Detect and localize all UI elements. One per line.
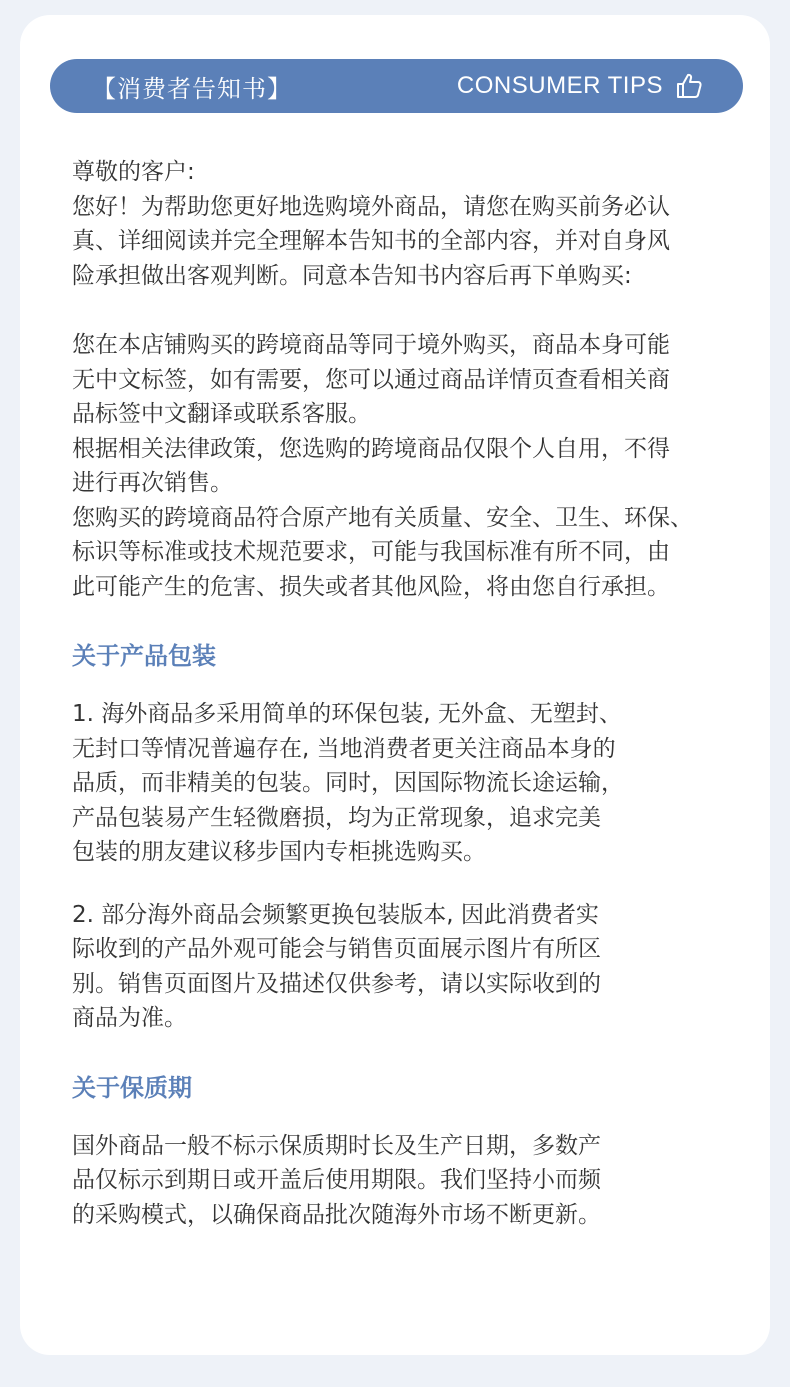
packaging-item-1: 1. 海外商品多采用简单的环保包装, 无外盒、无塑封、 无封口等情况普遍存在, 当地消费者更关注商品本身的 品质，而非精美的包装。同时，因国际物流长途运输， 产品包装易产生轻微磨损，均为正常现象，追求完美 包装的朋友建议移步国内专柜挑选购买。 [72,701,624,865]
section-title-packaging: 关于产品包装 [72,642,216,670]
notice-paragraph-resale: 根据相关法律政策，您选购的跨境商品仅限个人自用，不得 进行再次销售。 [72,435,670,496]
notice-paragraph-standards: 您购买的跨境商品符合原产地有关质量、安全、卫生、环保、 标识等标准或技术规范要求，可能与我国标准有所不同，由 此可能产生的危害、损失或者其他风险，将由您自行承担。 [72,504,693,600]
notice-paragraph-labels: 您在本店铺购买的跨境商品等同于境外购买，商品本身可能 无中文标签，如有需要，您可以通过商品详情页查看相关商 品标签中文翻译或联系客服。 [72,332,670,427]
header-title: 【消费者告知书】 [92,74,292,103]
consumer-tips-label: CONSUMER TIPS [456,72,663,99]
notice-content [72,155,752,1232]
section-title-shelf-life: 关于保质期 [72,1073,192,1102]
greeting: 尊敬的客户: [72,159,195,185]
notice-card [20,15,770,1355]
header-right [457,72,703,100]
thumbs-up-icon [675,72,703,100]
header-bar [50,59,743,113]
shelf-life-paragraph: 国外商品一般不标示保质期时长及生产日期，多数产 品仅标示到期日或开盖后使用期限。我们坚持小而频 的采购模式，以确保商品批次随海外市场不断更新。 [72,1132,601,1228]
packaging-item-2: 2. 部分海外商品会频繁更换包装版本, 因此消费者实 际收到的产品外观可能会与销售页面展示图片有所区 别。销售页面图片及描述仅供参考，请以实际收到的 商品为准。 [72,901,601,1031]
intro-paragraph: 您好！为帮助您更好地选购境外商品，请您在购买前务必认 真、详细阅读并完全理解本告知书的全部内容，并对自身风 险承担做出客观判断。同意本告知书内容后再下单购买: [72,193,670,289]
